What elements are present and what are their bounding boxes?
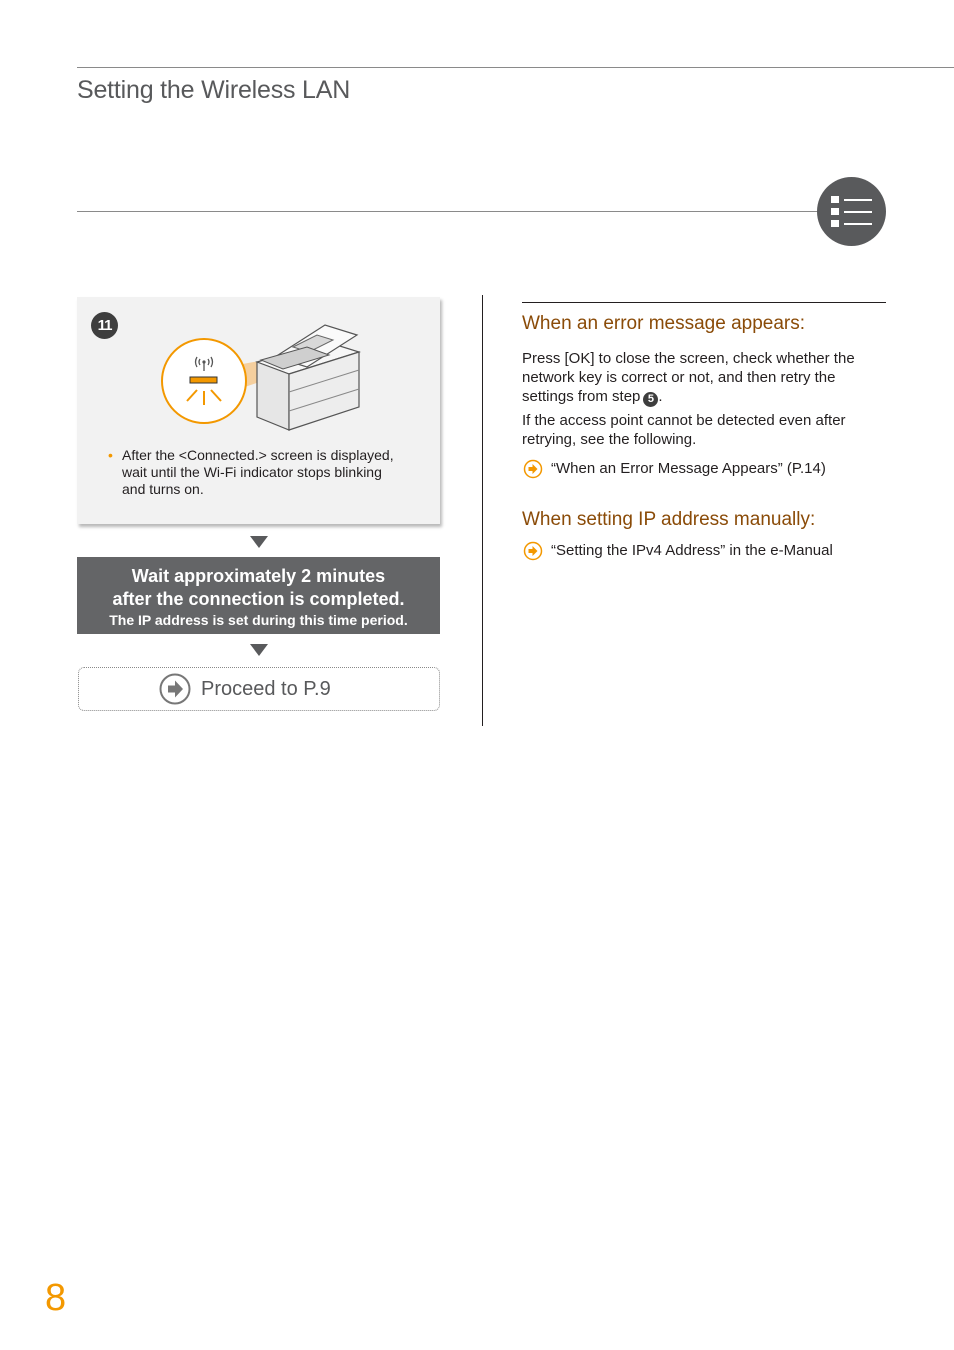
paragraph-line: network key is correct or not, and then retry the (522, 369, 836, 386)
reference-link-text: “When an Error Message Appears” (P.14) (551, 460, 826, 477)
page-number: 8 (45, 1277, 67, 1319)
reference-link-text: “Setting the IPv4 Address” in the e-Manual (551, 542, 833, 559)
proceed-link[interactable] (78, 667, 440, 711)
table-of-contents-button[interactable] (817, 177, 886, 246)
right-column-rule (522, 302, 886, 303)
column-divider (482, 295, 483, 726)
page-title: Setting the Wireless LAN (77, 76, 351, 104)
wait-line-2: after the connection is completed. (112, 589, 405, 609)
step-number-badge: 11 (91, 312, 118, 339)
arrow-right-circle-icon (523, 459, 543, 479)
bullet: • (108, 447, 113, 463)
wait-line-1: Wait approximately 2 minutes (131, 566, 386, 586)
paragraph-line: Press [OK] to close the screen, check whether the (522, 350, 855, 367)
instruction-line: wait until the Wi-Fi indicator stops blinking (122, 464, 382, 480)
printer-wifi-indicator-illustration (157, 317, 447, 437)
step-ref-badge: 5 (643, 392, 658, 407)
header-rule (77, 67, 954, 68)
proceed-label: Proceed to P.9 (201, 678, 331, 700)
instruction-line: and turns on. (122, 481, 204, 497)
arrow-right-circle-icon (159, 673, 191, 705)
wait-notice (77, 557, 440, 634)
flow-arrow-down-icon (250, 536, 268, 548)
step-card (77, 297, 440, 524)
section-rule (77, 211, 822, 212)
instruction-line: After the <Connected.> screen is displayed, (122, 447, 394, 463)
error-paragraph-2 (522, 411, 886, 449)
error-paragraph-1 (522, 349, 886, 407)
ip-heading: When setting IP address manually: (522, 509, 816, 530)
paragraph-line: settings from step 5 . (522, 388, 663, 405)
paragraph-line: If the access point cannot be detected even after (522, 412, 846, 429)
flow-arrow-down-icon (250, 644, 268, 656)
error-heading: When an error message appears: (522, 313, 806, 334)
arrow-right-circle-icon (523, 541, 543, 561)
wait-line-3: The IP address is set during this time period. (109, 612, 408, 628)
paragraph-line: retrying, see the following. (522, 431, 697, 448)
